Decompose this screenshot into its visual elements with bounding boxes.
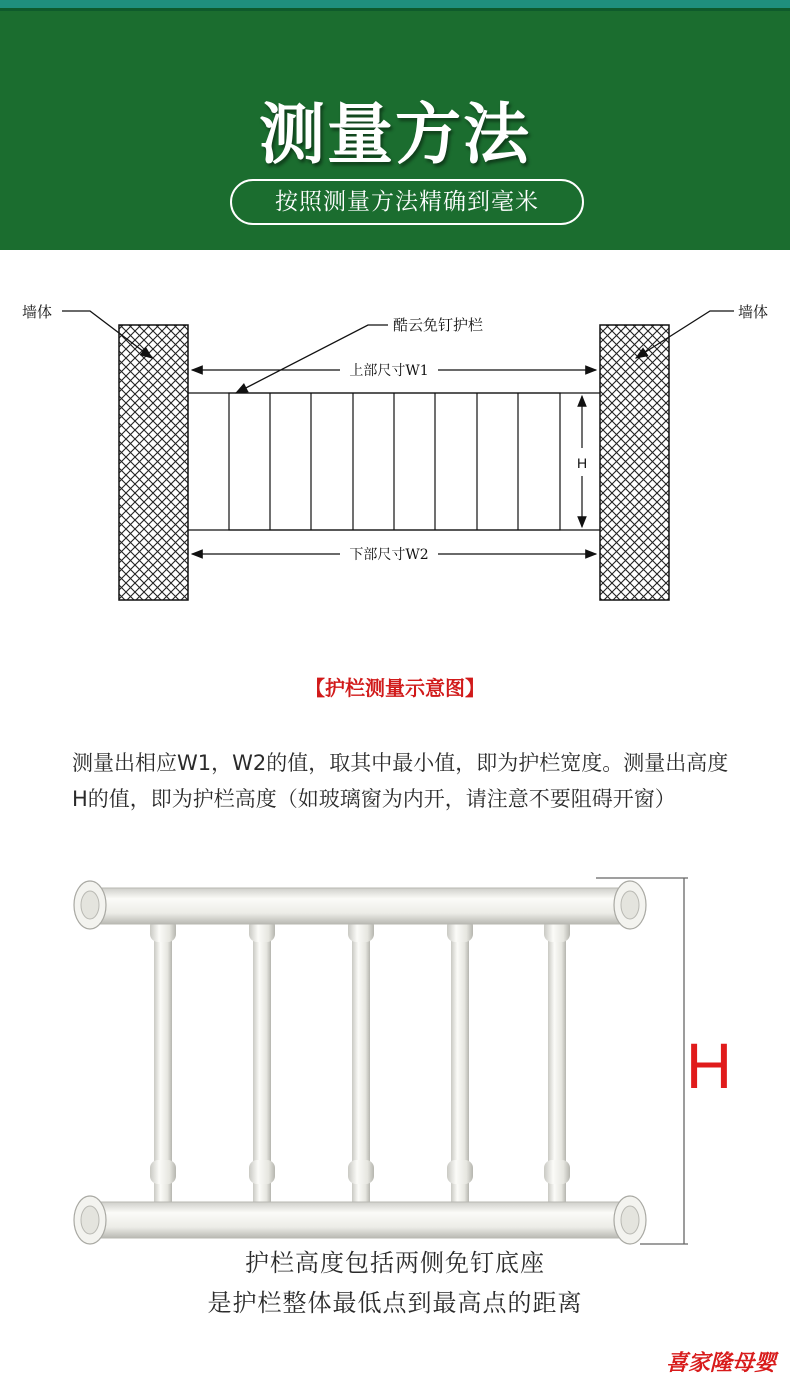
- left-wall: [119, 325, 188, 600]
- height-note: [0, 1243, 790, 1323]
- top-rail: [74, 881, 646, 929]
- brand-watermark: 喜家隆母婴: [665, 1351, 776, 1376]
- vertical-posts: [150, 918, 570, 1216]
- railing-photo: [0, 860, 790, 1250]
- height-note-line2: 是护栏整体最低点到最高点的距离: [207, 1289, 583, 1317]
- railing-dividers: [270, 393, 518, 530]
- right-wall: [600, 325, 669, 600]
- diagram-caption: 【护栏测量示意图】: [305, 676, 485, 700]
- measurement-description: 测量出相应W1，W2的值，取其中最小值，即为护栏宽度。测量出高度H的值，即为护栏高度（如玻璃窗为内开，请注意不要阻碍开窗）: [72, 751, 729, 811]
- height-bracket: [596, 878, 688, 1244]
- product-leader: [236, 325, 388, 393]
- diagram-height-label: H: [576, 455, 588, 471]
- header-banner: [0, 11, 790, 250]
- page-title: 测量方法: [259, 96, 531, 173]
- top-dimension-label: 上部尺寸W1: [349, 363, 429, 379]
- top-accent-strip: [0, 0, 790, 8]
- measurement-diagram: [0, 250, 790, 610]
- bottom-dimension-label: 下部尺寸W2: [349, 547, 429, 563]
- height-note-line1: 护栏高度包括两侧免钉底座: [245, 1249, 545, 1277]
- subtitle-pill: 按照测量方法精确到毫米: [230, 179, 584, 225]
- left-wall-label: 墙体: [22, 303, 53, 321]
- product-label: 酷云免钉护栏: [393, 316, 484, 334]
- bottom-rail: [74, 1196, 646, 1244]
- photo-height-label: H: [685, 1030, 733, 1102]
- right-wall-label: 墙体: [738, 303, 769, 321]
